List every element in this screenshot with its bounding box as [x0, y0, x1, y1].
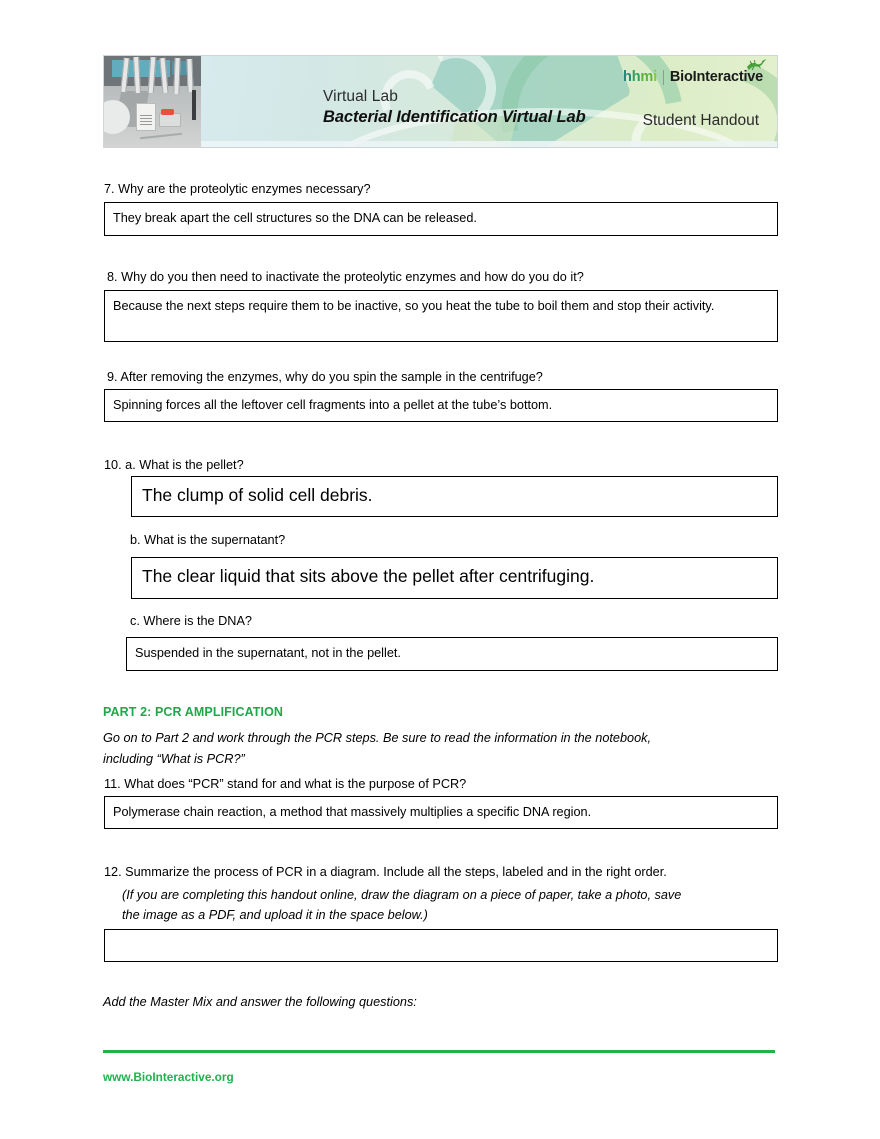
question-11-prompt: 11. What does “PCR” stand for and what is the purpose of PCR? — [104, 777, 467, 791]
banner-title: Bacterial Identification Virtual Lab — [323, 108, 586, 126]
hhmi-biointeractive-logo — [623, 69, 763, 85]
logo-divider — [663, 70, 664, 85]
lab-bench-photo — [104, 56, 201, 147]
question-12-note-line-2: the image as a PDF, and upload it in the space below.) — [122, 908, 428, 922]
part2-intro-line-1: Go on to Part 2 and work through the PCR steps. Be sure to read the information in the notebook, — [103, 731, 651, 745]
question-10c-answer-box[interactable] — [126, 637, 778, 671]
question-7-answer-text: They break apart the cell structures so the DNA can be released. — [113, 211, 477, 225]
question-10a-prompt: 10. a. What is the pellet? — [104, 458, 244, 472]
question-8-answer-box[interactable] — [104, 290, 778, 342]
question-11-answer-box[interactable] — [104, 796, 778, 829]
hhmi-letter: i — [653, 69, 657, 85]
banner-kicker: Virtual Lab — [323, 88, 398, 105]
lizard-icon — [745, 58, 767, 72]
question-10c-answer-text: Suspended in the supernatant, not in the pellet. — [135, 646, 401, 660]
part2-intro-line-2: including “What is PCR?” — [103, 752, 245, 766]
question-10b-prompt: b. What is the supernatant? — [130, 533, 286, 547]
question-7-answer-box[interactable] — [104, 202, 778, 236]
question-7-prompt: 7. Why are the proteolytic enzymes necessary? — [104, 182, 371, 196]
question-10c-prompt: c. Where is the DNA? — [130, 614, 252, 628]
question-10a-answer-box[interactable] — [131, 476, 778, 517]
question-11-answer-text: Polymerase chain reaction, a method that massively multiplies a specific DNA region. — [113, 805, 592, 819]
footer-divider — [103, 1050, 775, 1053]
master-mix-note: Add the Master Mix and answer the following questions: — [103, 995, 417, 1009]
header-banner — [103, 55, 778, 148]
hhmi-letter: h — [623, 69, 632, 85]
question-12-answer-box[interactable] — [104, 929, 778, 962]
question-12-prompt: 12. Summarize the process of PCR in a diagram. Include all the steps, labeled and in the right order. — [104, 865, 667, 879]
hhmi-wordmark — [623, 69, 657, 85]
question-10b-answer-text: The clear liquid that sits above the pellet after centrifuging. — [142, 566, 595, 586]
part2-heading: PART 2: PCR AMPLIFICATION — [103, 705, 284, 719]
question-10a-answer-text: The clump of solid cell debris. — [142, 485, 373, 505]
question-12-note-line-1: (If you are completing this handout online, draw the diagram on a piece of paper, take a photo, save — [122, 888, 682, 902]
question-9-answer-box[interactable] — [104, 389, 778, 422]
document-type-label: Student Handout — [642, 112, 759, 129]
biointeractive-wordmark: BioInteractive — [669, 69, 763, 85]
question-10b-answer-box[interactable] — [131, 557, 778, 599]
footer-website-link[interactable]: www.BioInteractive.org — [103, 1070, 234, 1084]
question-9-prompt: 9. After removing the enzymes, why do you spin the sample in the centrifuge? — [107, 370, 543, 384]
hhmi-letter: m — [640, 69, 654, 85]
question-9-answer-text: Spinning forces all the leftover cell fragments into a pellet at the tube’s bottom. — [113, 398, 553, 412]
question-8-prompt: 8. Why do you then need to inactivate the proteolytic enzymes and how do you do it? — [107, 270, 584, 284]
question-8-answer-text: Because the next steps require them to be inactive, so you heat the tube to boil them and stop their activity. — [113, 299, 715, 313]
banner-artwork — [201, 56, 777, 147]
hhmi-letter: h — [631, 69, 641, 85]
